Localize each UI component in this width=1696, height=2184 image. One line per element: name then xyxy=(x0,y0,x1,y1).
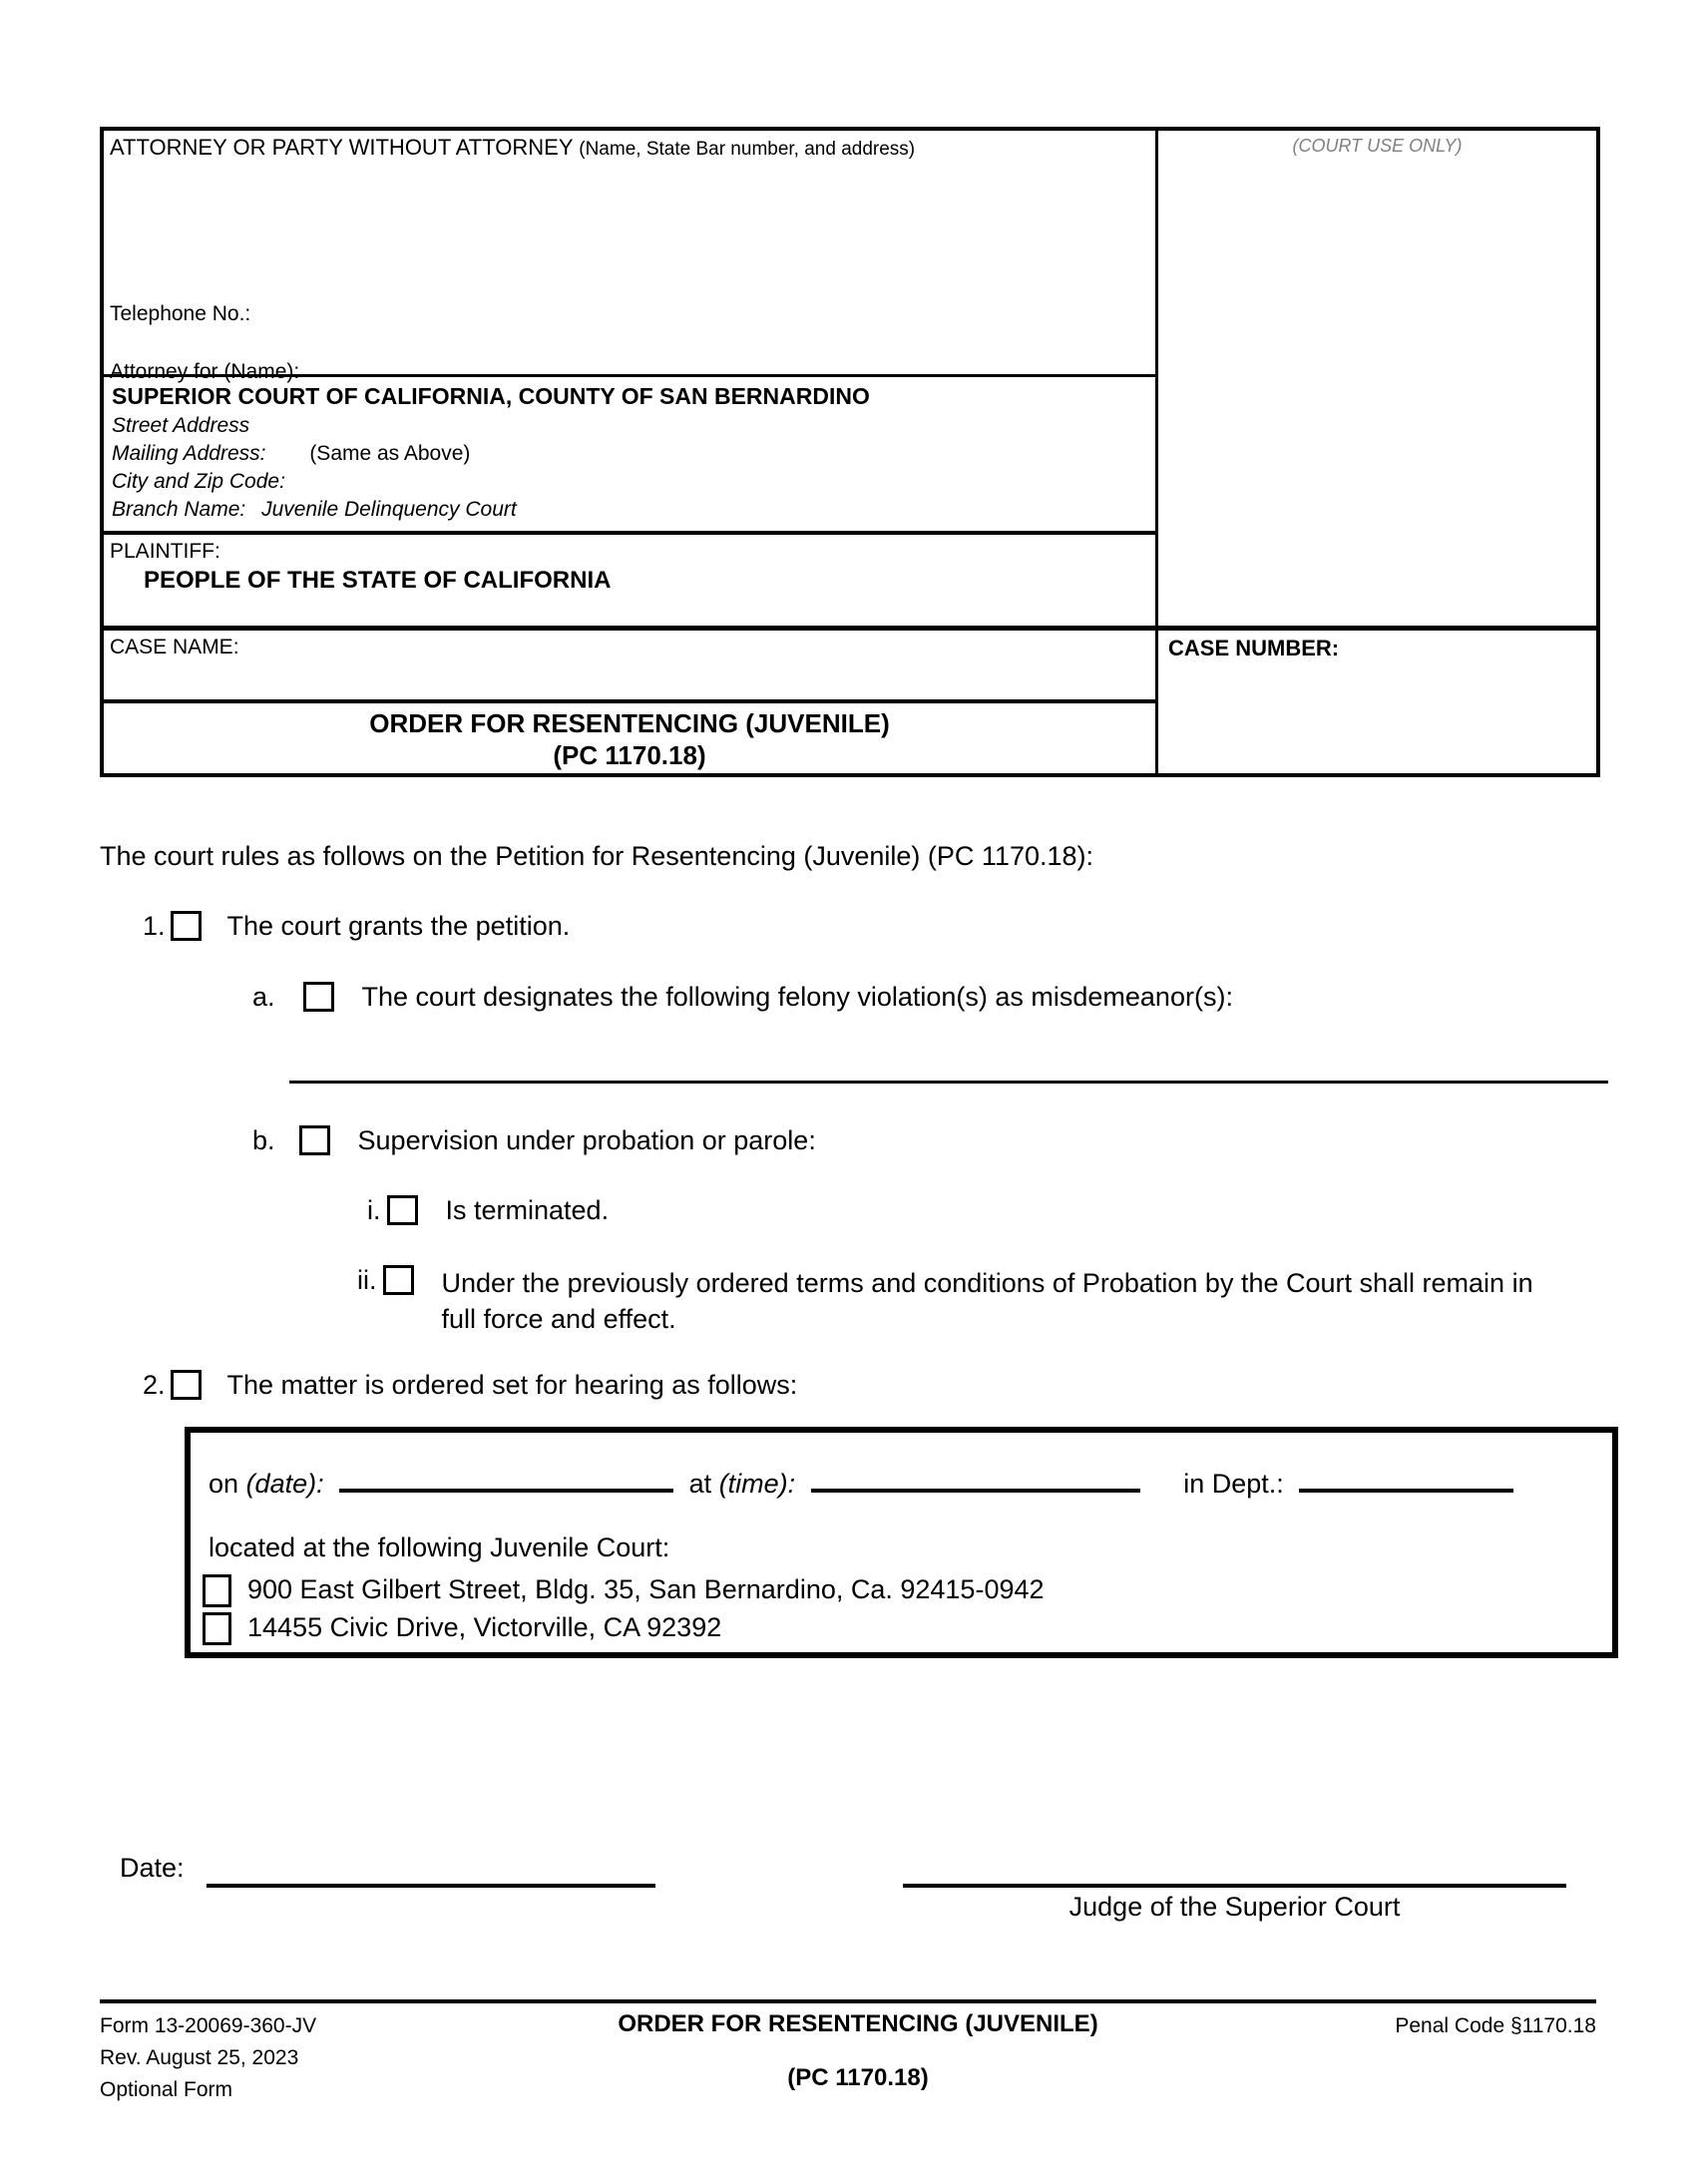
hearing-dept-fill-line[interactable] xyxy=(1299,1465,1513,1493)
item-1b-ii-label: Under the previously ordered terms and conditions of Probation by the Court shall remain in full force and effect. xyxy=(441,1268,1533,1334)
item-2-label: The matter is ordered set for hearing as follows: xyxy=(226,1370,798,1400)
item-1b-ii-checkbox[interactable] xyxy=(383,1265,414,1295)
attorney-sublabel: (Name, State Bar number, and address) xyxy=(579,139,916,160)
item-1-number: 1. xyxy=(143,911,166,941)
branch-name-label: Branch Name: xyxy=(112,498,246,521)
footer-title-line1: ORDER FOR RESENTENCING (JUVENILE) xyxy=(618,2010,1098,2037)
branch-name-row xyxy=(112,498,517,522)
hearing-details-box xyxy=(185,1427,1618,1658)
header-table xyxy=(100,127,1600,777)
mailing-address-label: Mailing Address: xyxy=(112,442,266,465)
item-1b-i-numeral: i. xyxy=(367,1195,381,1225)
mailing-address-row xyxy=(112,442,470,466)
item-2 xyxy=(143,1370,797,1401)
item-1-label: The court grants the petition. xyxy=(226,911,571,941)
hearing-date-time-row xyxy=(209,1465,1521,1500)
branch-name-value: Juvenile Delinquency Court xyxy=(261,498,517,521)
city-zip-label: City and Zip Code: xyxy=(112,470,285,493)
location-option-san-bernardino xyxy=(203,1574,1045,1607)
item-1b-letter: b. xyxy=(252,1125,275,1155)
court-use-only-label: (COURT USE ONLY) xyxy=(1292,136,1463,156)
footer-revision-date: Rev. August 25, 2023 xyxy=(100,2046,299,2069)
item-1b-ii xyxy=(357,1265,1554,1337)
street-address-label: Street Address xyxy=(112,414,250,437)
ruling-intro: The court rules as follows on the Petition for Resentencing (Juvenile) (PC 1170.18): xyxy=(100,841,1094,871)
hearing-date-fill-line[interactable] xyxy=(339,1465,673,1493)
footer-title-line2: (PC 1170.18) xyxy=(787,2064,929,2091)
form-title-cell xyxy=(104,703,1158,773)
plaintiff-cell xyxy=(104,535,1158,631)
attorney-for-label: Attorney for (Name): xyxy=(110,360,300,383)
footer-form-type: Optional Form xyxy=(100,2078,233,2101)
item-1a-label: The court designates the following felony violation(s) as misdemeanor(s): xyxy=(361,982,1233,1012)
form-title-line1: ORDER FOR RESENTENCING (JUVENILE) xyxy=(369,708,890,738)
judge-title-label: Judge of the Superior Court xyxy=(1068,1892,1401,1922)
item-1 xyxy=(143,911,570,942)
item-2-checkbox[interactable] xyxy=(171,1370,202,1400)
form-title-line2: (PC 1170.18) xyxy=(553,740,706,770)
item-1b-label: Supervision under probation or parole: xyxy=(357,1125,816,1155)
item-1b-i-checkbox[interactable] xyxy=(387,1195,418,1225)
case-name-cell[interactable] xyxy=(104,631,1158,703)
location-victorville-label: 14455 Civic Drive, Victorville, CA 92392 xyxy=(247,1612,722,1642)
item-1b-i xyxy=(367,1195,609,1226)
dept-label: in Dept.: xyxy=(1183,1469,1284,1499)
located-at-label: located at the following Juvenile Court: xyxy=(209,1532,670,1562)
item-1a xyxy=(252,982,1233,1013)
item-1b xyxy=(252,1125,816,1156)
at-label: at xyxy=(688,1469,712,1499)
judge-signature-line[interactable] xyxy=(903,1884,1566,1888)
item-1b-ii-numeral: ii. xyxy=(357,1265,377,1295)
on-label: on xyxy=(209,1469,239,1499)
telephone-label: Telephone No.: xyxy=(110,302,251,325)
item-2-number: 2. xyxy=(143,1370,166,1400)
plaintiff-value: PEOPLE OF THE STATE OF CALIFORNIA xyxy=(144,567,612,594)
date-label: Date: xyxy=(120,1853,185,1883)
attorney-label: ATTORNEY OR PARTY WITHOUT ATTORNEY (Name, State Bar number, and address) xyxy=(110,135,916,160)
mailing-address-value: (Same as Above) xyxy=(309,442,471,465)
item-1a-checkbox[interactable] xyxy=(303,982,334,1012)
item-1b-i-label: Is terminated. xyxy=(445,1195,610,1225)
case-name-label: CASE NAME: xyxy=(110,636,239,658)
court-use-only-cell xyxy=(1158,131,1596,631)
footer-form-number: Form 13-20069-360-JV xyxy=(100,2014,317,2037)
footer-penal-code: Penal Code §1170.18 xyxy=(1395,2014,1596,2037)
item-1-checkbox[interactable] xyxy=(171,911,202,941)
footer-form-info xyxy=(100,2010,316,2106)
footer-title-block xyxy=(349,2010,1367,2092)
location-san-bernardino-label: 900 East Gilbert Street, Bldg. 35, San Bernardino, Ca. 92415-0942 xyxy=(247,1574,1045,1604)
felony-violations-fill-line[interactable] xyxy=(289,1081,1608,1084)
item-1b-checkbox[interactable] xyxy=(299,1125,330,1155)
date-fill-line[interactable] xyxy=(207,1884,655,1888)
plaintiff-label: PLAINTIFF: xyxy=(110,540,220,563)
location-victorville-checkbox[interactable] xyxy=(203,1612,231,1645)
court-name: SUPERIOR COURT OF CALIFORNIA, COUNTY OF SAN BERNARDINO xyxy=(112,383,870,409)
location-san-bernardino-checkbox[interactable] xyxy=(203,1574,231,1607)
footer-rule xyxy=(100,1999,1596,2003)
item-1a-letter: a. xyxy=(252,982,275,1012)
attorney-info-cell[interactable] xyxy=(104,131,1158,383)
case-number-label: CASE NUMBER: xyxy=(1168,636,1340,660)
case-number-cell[interactable] xyxy=(1158,631,1596,773)
date-label: (date): xyxy=(245,1469,324,1499)
court-address-cell xyxy=(104,377,1158,535)
hearing-time-fill-line[interactable] xyxy=(811,1465,1140,1493)
time-label: (time): xyxy=(718,1469,796,1499)
location-option-victorville xyxy=(203,1612,721,1645)
